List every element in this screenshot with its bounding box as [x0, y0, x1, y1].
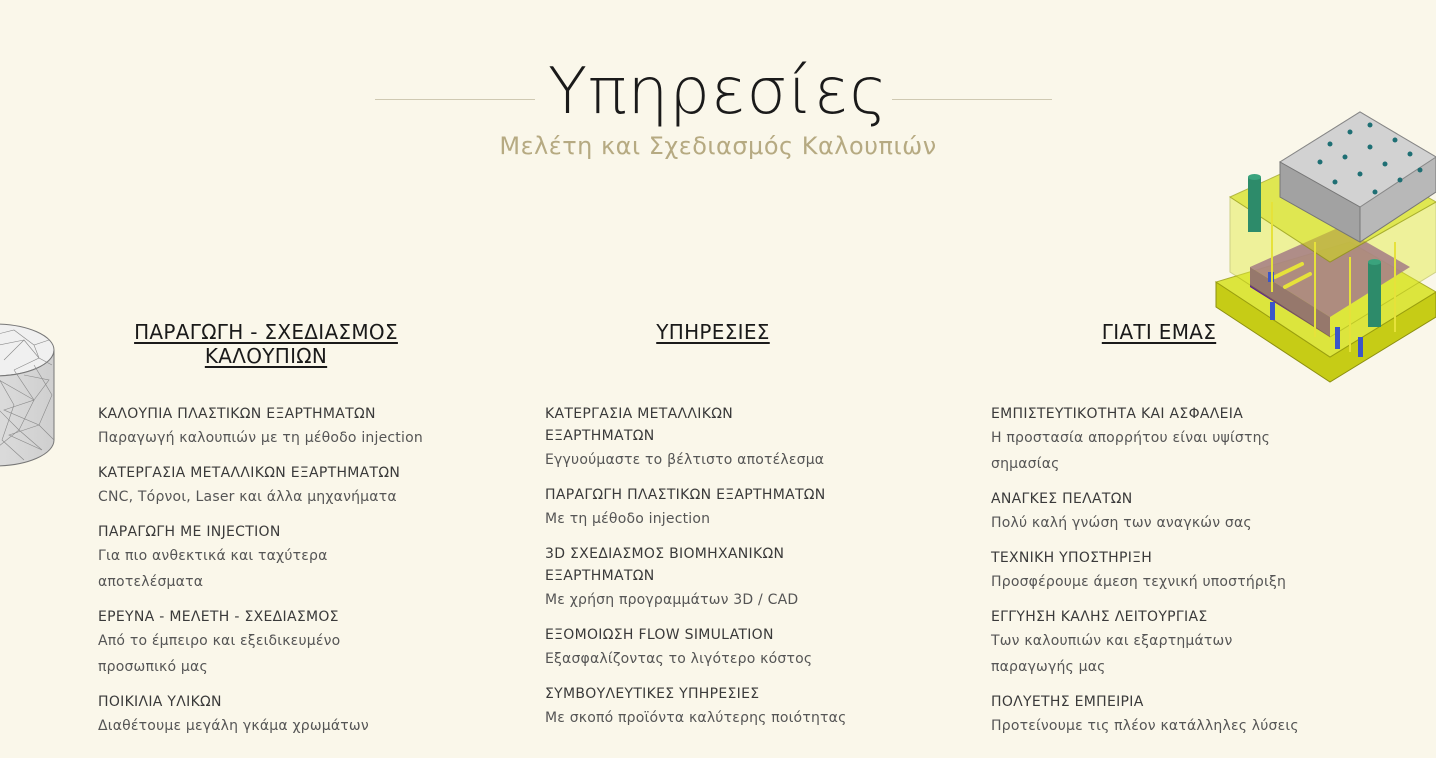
column-production-design — [98, 320, 438, 750]
section-title: Υπηρεσίες — [548, 55, 888, 129]
item-description: Με σκοπό προϊόντα καλύτερης ποιότητας — [545, 710, 847, 726]
item-description: Προσφέρουμε άμεση τεχνική υποστήριξη — [991, 574, 1287, 590]
service-list — [545, 403, 885, 731]
column-services — [545, 320, 885, 742]
item-description: Των καλουπιών και εξαρτημάτων παραγωγής μας — [991, 633, 1233, 675]
list-item — [991, 691, 1331, 739]
item-description: Με χρήση προγραμμάτων 3D / CAD — [545, 592, 799, 608]
item-title: 3D ΣΧΕΔΙΑΣΜΟΣ ΒΙΟΜΗΧΑΝΙΚΩΝ ΕΞΑΡΤΗΜΑΤΩΝ — [545, 546, 785, 584]
item-description: Με τη μέθοδο injection — [545, 511, 711, 527]
item-title: ΕΓΓΥΗΣΗ ΚΑΛΗΣ ΛΕΙΤΟΥΡΓΙΑΣ — [991, 609, 1208, 625]
item-title: ΕΡΕΥΝΑ - ΜΕΛΕΤΗ - ΣΧΕΔΙΑΣΜΟΣ — [98, 609, 339, 625]
item-title: ΑΝΑΓΚΕΣ ΠΕΛΑΤΩΝ — [991, 491, 1133, 507]
list-item — [545, 403, 885, 473]
title-divider-right — [892, 99, 1052, 100]
item-title: ΚΑΛΟΥΠΙΑ ΠΛΑΣΤΙΚΩΝ ΕΞΑΡΤΗΜΑΤΩΝ — [98, 406, 376, 422]
service-list — [991, 403, 1331, 739]
column-heading[interactable]: ΠΑΡΑΓΩΓΗ - ΣΧΕΔΙΑΣΜΟΣ ΚΑΛΟΥΠΙΩΝ — [134, 320, 398, 368]
column-why-us — [991, 320, 1331, 750]
list-item — [991, 488, 1331, 536]
item-description: Διαθέτουμε μεγάλη γκάμα χρωμάτων — [98, 718, 369, 734]
item-title: ΕΜΠΙΣΤΕΥΤΙΚΟΤΗΤΑ ΚΑΙ ΑΣΦΑΛΕΙΑ — [991, 406, 1244, 422]
item-title: ΣΥΜΒΟΥΛΕΥΤΙΚΕΣ ΥΠΗΡΕΣΙΕΣ — [545, 686, 760, 702]
item-title: ΤΕΧΝΙΚΗ ΥΠΟΣΤΗΡΙΞΗ — [991, 550, 1153, 566]
list-item — [545, 484, 885, 532]
list-item — [991, 606, 1331, 680]
item-description: Εξασφαλίζοντας το λιγότερο κόστος — [545, 651, 813, 667]
item-description: Πολύ καλή γνώση των αναγκών σας — [991, 515, 1252, 531]
list-item — [545, 683, 885, 731]
list-item — [991, 403, 1331, 477]
column-heading[interactable]: ΓΙΑΤΙ ΕΜΑΣ — [1101, 320, 1217, 344]
item-description: Για πιο ανθεκτικά και ταχύτερα αποτελέσματα — [98, 548, 328, 590]
item-title: ΚΑΤΕΡΓΑΣΙΑ ΜΕΤΑΛΛΙΚΩΝ ΕΞΑΡΤΗΜΑΤΩΝ — [545, 406, 733, 444]
item-description: Εγγυούμαστε το βέλτιστο αποτέλεσμα — [545, 452, 825, 468]
item-title: ΕΞΟΜΟΙΩΣΗ FLOW SIMULATION — [545, 627, 774, 643]
item-description: Η προστασία απορρήτου είναι υψίστης σημασίας — [991, 430, 1271, 472]
item-description: Από το έμπειρο και εξειδικευμένο προσωπικό μας — [98, 633, 341, 675]
list-item — [98, 606, 438, 680]
item-title: ΠΑΡΑΓΩΓΗ ΜΕ INJECTION — [98, 524, 281, 540]
list-item — [98, 403, 438, 451]
column-heading[interactable]: ΥΠΗΡΕΣΙΕΣ — [656, 320, 770, 344]
item-title: ΠΑΡΑΓΩΓΗ ΠΛΑΣΤΙΚΩΝ ΕΞΑΡΤΗΜΑΤΩΝ — [545, 487, 826, 503]
item-title: ΠΟΛΥΕΤΗΣ ΕΜΠΕΙΡΙΑ — [991, 694, 1144, 710]
list-item — [98, 691, 438, 739]
list-item — [545, 624, 885, 672]
mesh-wheel-image — [0, 310, 66, 470]
item-description: CNC, Τόρνοι, Laser και άλλα μηχανήματα — [98, 489, 397, 505]
list-item — [545, 543, 885, 613]
list-item — [991, 547, 1331, 595]
item-description: Παραγωγή καλουπιών με τη μέθοδο injection — [98, 430, 423, 446]
section-subtitle: Μελέτη και Σχεδιασμός Καλουπιών — [499, 132, 937, 160]
item-description: Προτείνουμε τις πλέον κατάλληλες λύσεις — [991, 718, 1299, 734]
item-title: ΚΑΤΕΡΓΑΣΙΑ ΜΕΤΑΛΛΙΚΩΝ ΕΞΑΡΤΗΜΑΤΩΝ — [98, 465, 401, 481]
item-title: ΠΟΙΚΙΛΙΑ ΥΛΙΚΩΝ — [98, 694, 222, 710]
service-list — [98, 403, 438, 739]
list-item — [98, 462, 438, 510]
list-item — [98, 521, 438, 595]
